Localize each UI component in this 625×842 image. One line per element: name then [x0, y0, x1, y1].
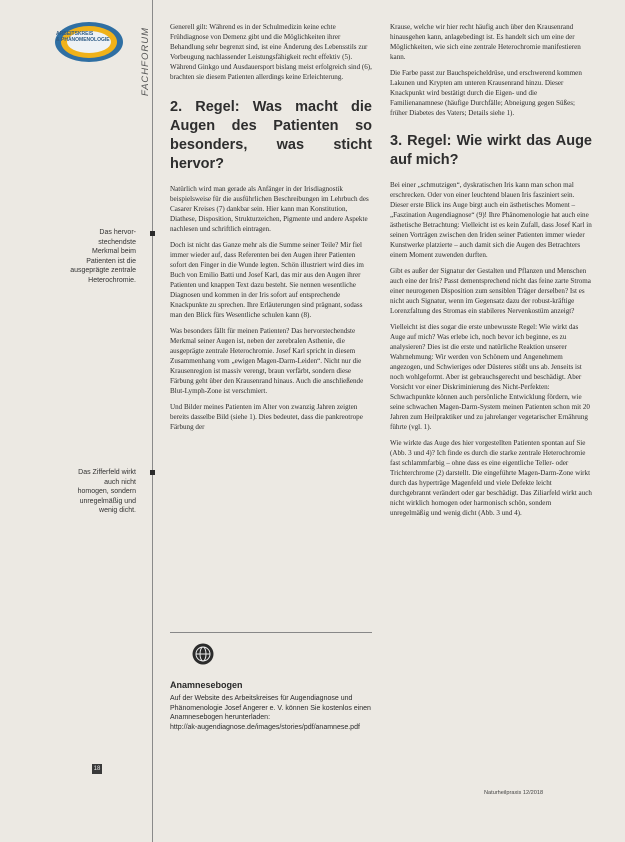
logo-text: ARBEITSKREIS & PHÄNOMENOLOGIE — [56, 31, 110, 43]
info-body: Auf der Website des Arbeitskreises für Augendiagnose und Phänomenologie Josef Angerer e. V. können Sie kostenlos einen Anamnesebogen herunterladen: http://ak-augendiagnose.de/images/stories/pdf/anamnese.pdf — [170, 695, 371, 731]
paragraph: Was besonders fällt für meinen Patienten? Das hervorstechendste Merkmal seiner Augen ist, neben der zerebralen Asthenie, die ausgeprägte zentrale Heterochromie. Josef Karl spricht in diesem Zusammenhang vom „ewigen Magen-Darm-Leiden“. Nicht nur die Krausenregion ist massiv verengt, braun verfärbt, sondern diese Färbung geht über den Krausenrand hinaus. Auch die anschließende Blut-Lymph-Zone ist verschmiert. — [170, 327, 364, 395]
paragraph: Generell gilt: Während es in der Schulmedizin keine echte Frühdiagnose von Demenz gibt und die Möglichkeiten ihrer Behandlung sehr begrenzt sind, ist eine Änderung des Lebensstils zur Vorbeugung nachlassender Leistungsfähigkeit recht effektiv (5). Während Ginkgo und Ausdauersport bislang meist erfolgreich sind (6), brachten sie diesem Patienten allerdings keine Erleichterung. — [170, 23, 372, 81]
text-column-left — [170, 22, 372, 438]
paragraph: Und Bilder meines Patienten im Alter von zwanzig Jahren zeigten bereits dasselbe Bild (siehe 1). Dies bedeutet, dass die pankreotrope Färbung der — [170, 403, 363, 431]
paragraph: Natürlich wird man gerade als Anfänger in der Irisdiagnostik beispielsweise für die ausführlichen Beschreibungen im Lehrbuch des Casarer Kreises (7) dankbar sein. Hier kann man Konstitution, Diathese, Disposition, Strukturzeichen, Pigmente und andere Aspekte nachlesen und schriftlich eintragen. — [170, 185, 369, 233]
section-label: FACHFORUM — [140, 27, 151, 96]
paragraph: Die Farbe passt zur Bauchspeicheldrüse, und erschwerend kommen Lakunen und Krypten am unteren Krausenrand hinzu. Dieser Knackpunkt wird bestätigt durch die Eigen- und die Familienanamnese (häufige Durchfälle; Abneigung gegen Süßes; früher Diabetes des Vaters; Details siehe 1). — [390, 69, 582, 117]
info-title: Anamnesebogen — [170, 680, 243, 690]
section-heading: 2. Regel: Was macht die Augen des Patienten so besonders, was sticht hervor? — [170, 99, 372, 172]
info-box — [170, 632, 372, 732]
section-heading: 3. Regel: Wie wirkt das Auge auf mich? — [390, 133, 592, 168]
margin-note-2: Das Zifferfeld wirkt auch nicht homogen, sondern unregelmäßig und wenig dicht. — [77, 469, 136, 515]
footer-text: Naturheilpraxis 12/2018 — [484, 790, 544, 796]
paragraph: Gibt es außer der Signatur der Gestalten und Pflanzen und Menschen auch eine der Iris? Passt dementsprechend nicht das feine zarte Stroma einer neurogenen Disposition zum sensiblen Träger derselben? Ist es nicht auch Signatur, wenn im Gegensatz dazu der robust-kräftige Lorenzfaltung des Stromas ein stabileres Nervenkostüm anzeigt? — [390, 267, 591, 315]
paragraph: Doch ist nicht das Ganze mehr als die Summe seiner Teile? Mir fiel immer wieder auf, dass Referenten bei den Augen ihrer Patienten sofort den Finger in die Wunde legten. Schön illustriert wird dies im Buch von Emilio Batti und Josef Karl, das mir aus den Augen ihrer Patienten und knappen Text dazu besteht. Sie nennen wesentliche Diagnosen und kommen in der Iris sofort auf entsprechende Knackpunkte zu sprechen. Ihre Erläuterungen sind prägnant, sodass man den Blick fürs Wesentliche schulen kann (8). — [170, 241, 364, 319]
paragraph: Vielleicht ist dies sogar die erste unbewusste Regel: Wie wirkt das Auge auf mich? Was erlebe ich, noch bevor ich beginne, es zu analysieren? Dies ist die erste und natürliche Reaktion unserer Wahrnehmung: Wir werden von Schönem und Angenehmem angezogen, und Schwieriges oder Düsteres stößt uns ab. Jenseits ist noch wohlgeformt. Aber ist gebrauchsgerecht und beschädigt. Aber Vorsicht vor einer Diskriminierung des Nicht-Perfekten: Schwachpunkte können auch persönliche Entwicklung fördern, wie seine schwachen Magen-Darm-System meinen Patienten schon mit 20 Jahren zum Heilpraktiker und zu jahrelanger vegetarischer Ernährung führte (vgl. 1). — [390, 323, 590, 431]
info-divider — [170, 632, 372, 633]
margin-note-bullet — [150, 231, 155, 236]
margin-note-bullet — [150, 470, 155, 475]
globe-icon — [192, 643, 214, 665]
paragraph: Wie wirkte das Auge des hier vorgestellten Patienten spontan auf Sie (Abb. 3 und 4)? Ich finde es durch die starke zentrale Heterochromie fast schlammfarbig – ohne dass es eine eigentliche Teller- oder Trichterchrome (2) darstellt. Die eingeführte Magen-Darm-Zone wirkt durch das hyperträge Magenfeld und viele Defekte leicht durchgebrannt verändert oder gar beschädigt. Das Ziliarfeld wirkt auch nicht wirklich homogen oder harmonisch schön, sondern unregelmäßig und wenig dicht (Abb. 3 und 4). — [390, 439, 592, 517]
sidebar-divider — [152, 0, 153, 842]
text-column-right — [390, 22, 592, 524]
margin-note-1: Das hervor- stechendste Merkmal beim Patienten ist die ausgeprägte zentrale Heterochromie. — [70, 229, 136, 284]
page-number: 18 — [93, 766, 101, 772]
paragraph: Bei einer „schmutzigen“, dyskratischen Iris kann man schon mal erschrecken. Oder von einer leuchtend blauen Iris fasziniert sein. Dieser erste Blick ins Auge birgt auch ein ästhetisches Moment – „Faszination Augendiagnose“ (9)! Ihre Phänomenologie hat auch eine ästhetische Betrachtung: Vielleicht ist es kein Zufall, dass Josef Karl in seinen Vorträgen zwischen den Iriden seiner Patienten immer wieder Kunstwerke platzierte – auch damit sich die Augen des Betrachters einem Moment zuwenden durften. — [390, 181, 592, 259]
paragraph: Krause, welche wir hier recht häufig auch über den Krausenrand hinausgehen kann, anlagebedingt ist. Es handelt sich um eine der Möglichkeiten, wie sich eine zentrale Heterochromie manifestieren kann. — [390, 23, 581, 61]
